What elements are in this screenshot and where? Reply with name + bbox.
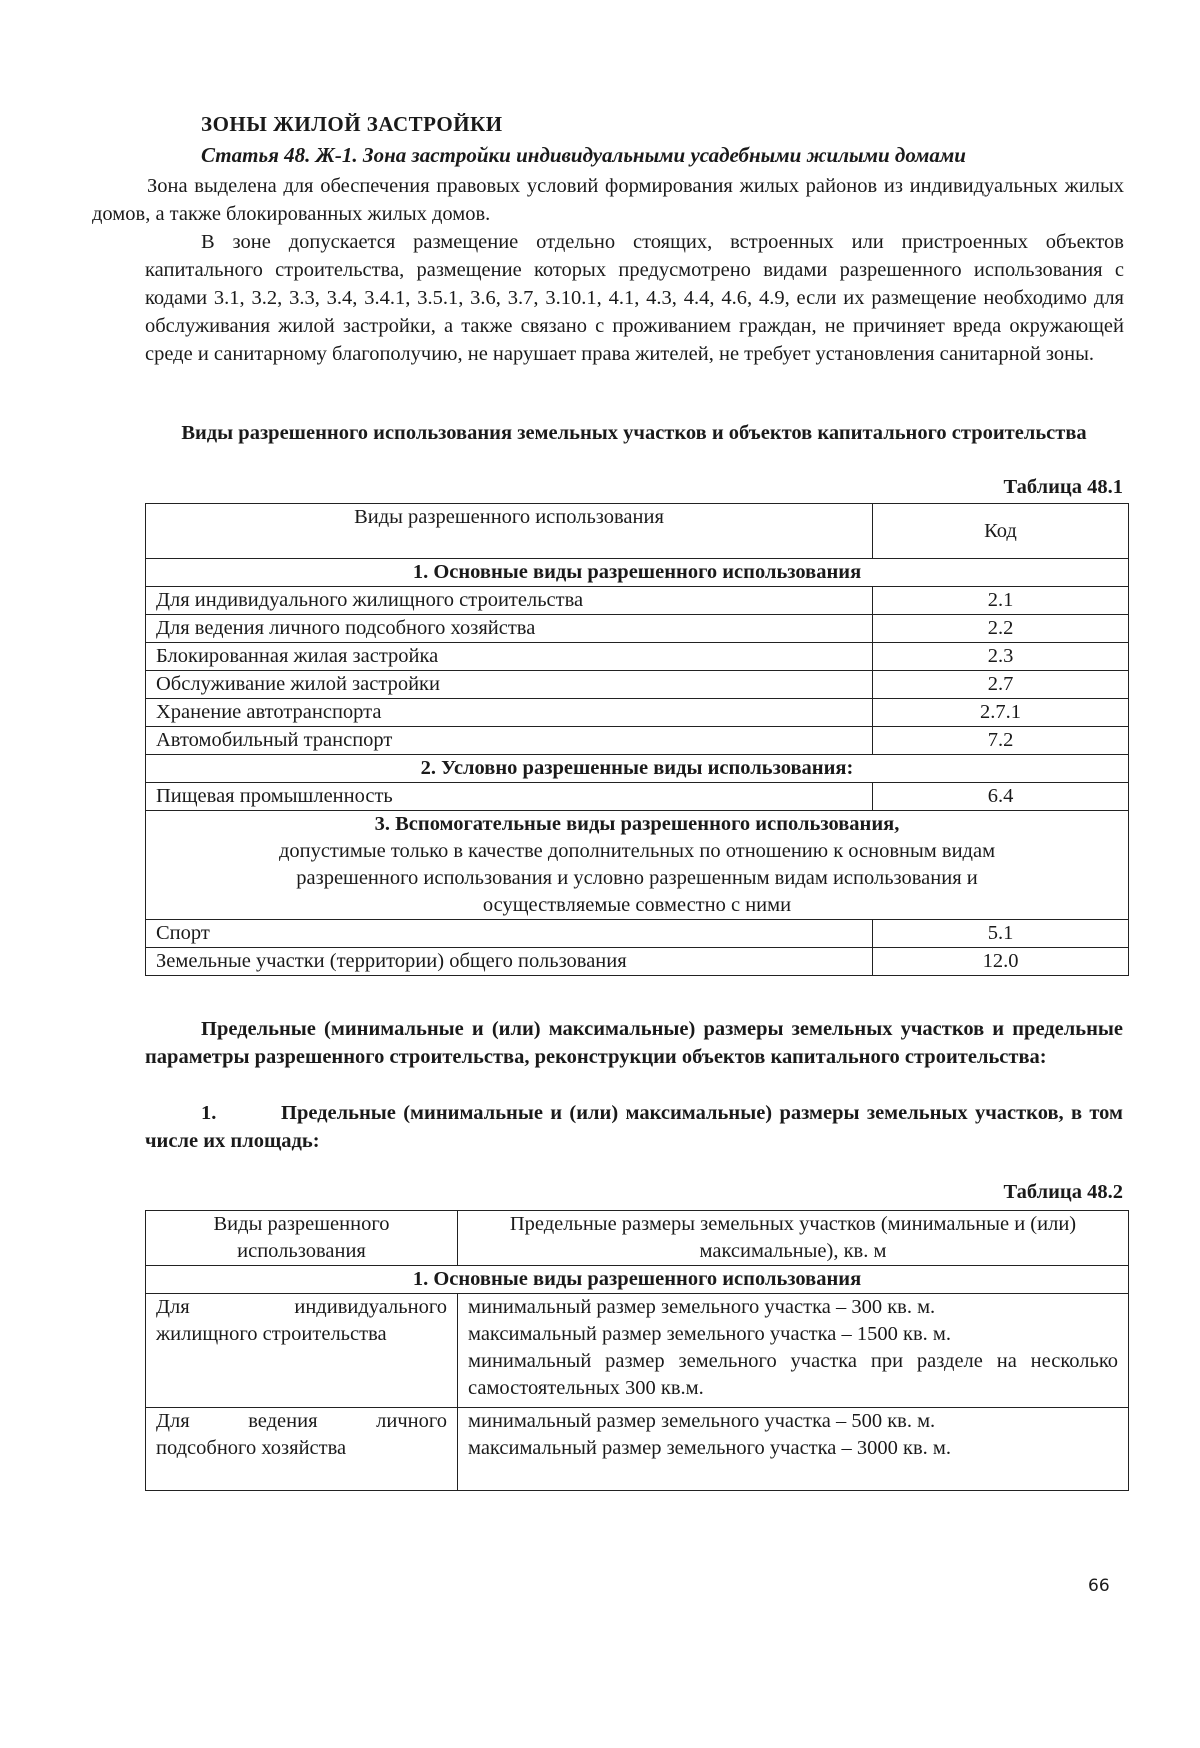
use-name: Для индивидуального жилищного строительства [146,587,873,615]
limit-line: максимальный размер земельного участка – 3000 кв. м. [468,1437,952,1459]
use-name: Обслуживание жилой застройки [146,671,873,699]
section-conditional-uses: 2. Условно разрешенные виды использования: [146,755,1129,783]
column-header-limits: Предельные размеры земельных участков (минимальные и (или) максимальные), кв. м [458,1211,1129,1266]
limit-line: минимальный размер земельного участка – 500 кв. м. [468,1410,936,1432]
table-row [146,699,1129,727]
table1-number: Таблица 48.1 [1003,476,1123,498]
use-code: 2.2 [873,615,1129,643]
table1-heading: Виды разрешенного использования земельных участков и объектов капитального строительства [181,422,1087,444]
use-name: Пищевая промышленность [146,783,873,811]
section-row [146,1266,1129,1294]
section-row [146,755,1129,783]
limits-item-1 [145,1099,1123,1155]
use-name: Блокированная жилая застройка [146,643,873,671]
intro-paragraph-2: В зоне допускается размещение отдельно стоящих, встроенных или пристроенных объектов капитального строительства, размещение которых предусмотрено видами разрешенного использования с кодами 3.1, 3.2, 3.3, 3.4, 3.4.1, 3.5.1, 3.6, 3.7, 3.10.1, 4.1, 4.3, 4.4, 4.6, 4.9, если их размещение необходимо для обслуживания жилой застройки, а также связано с проживанием граждан, не причиняет вреда окружающей среде и санитарному благополучию, не нарушает права жителей, не требует установления санитарной зоны. [145,231,1124,365]
use-name-line-2: жилищного строительства [156,1323,387,1345]
column-header-use: Виды разрешенного использования [146,1211,458,1266]
use-name-line-1: Для индивидуального [156,1296,447,1318]
section-row [146,811,1129,920]
use-code: 5.1 [873,920,1129,948]
limit-line: минимальный размер земельного участка при разделе на несколько самостоятельных 300 кв.м. [468,1350,1118,1399]
article-title: Статья 48. Ж-1. Зона застройки индивидуальными усадебными жилыми домами [201,143,966,167]
section-row [146,559,1129,587]
use-code: 2.7 [873,671,1129,699]
intro-paragraph-1: Зона выделена для обеспечения правовых условий формирования жилых районов из индивидуальных жилых домов, а также блокированных жилых домов. [92,175,1124,225]
section-auxiliary-title: 3. Вспомогательные виды разрешенного использования, [374,813,900,835]
column-header-code: Код [873,504,1129,559]
use-code: 2.1 [873,587,1129,615]
section-auxiliary-note: допустимые только в качестве дополнительных по отношению к основным видам разрешенного использования и условно разрешенным видам использования и осуществляемые совместно с ними [278,840,996,916]
plot-limits [458,1408,1129,1491]
use-name-line-1: Для ведения личного [156,1410,447,1432]
use-name [146,1294,458,1408]
plot-size-table [145,1210,1129,1491]
table-header-row [146,1211,1129,1266]
use-name-line-2: подсобного хозяйства [156,1437,347,1459]
use-code: 6.4 [873,783,1129,811]
table-row [146,920,1129,948]
permitted-use-table [145,503,1129,976]
table-row [146,948,1129,976]
use-code: 12.0 [873,948,1129,976]
use-code: 2.3 [873,643,1129,671]
table-header-row [146,504,1129,559]
table-row [146,587,1129,615]
use-name: Автомобильный транспорт [146,727,873,755]
table2-number: Таблица 48.2 [1003,1181,1123,1203]
plot-limits [458,1294,1129,1408]
use-name [146,1408,458,1491]
zone-title: ЗОНЫ ЖИЛОЙ ЗАСТРОЙКИ [201,112,503,136]
use-name: Хранение автотранспорта [146,699,873,727]
table-row [146,1294,1129,1408]
use-name: Для ведения личного подсобного хозяйства [146,615,873,643]
limit-line: минимальный размер земельного участка – 300 кв. м. [468,1296,936,1318]
use-code: 2.7.1 [873,699,1129,727]
table-row [146,727,1129,755]
table-row [146,783,1129,811]
use-name: Спорт [146,920,873,948]
table-row [146,1408,1129,1491]
page-number: 66 [1088,1576,1110,1596]
table-row [146,671,1129,699]
use-name: Земельные участки (территории) общего пользования [146,948,873,976]
section-main-uses: 1. Основные виды разрешенного использования [146,559,1129,587]
limits-item-number: 1. [201,1102,217,1124]
table-row [146,615,1129,643]
limits-item-text: Предельные (минимальные и (или) максимальные) размеры земельных участков, в том числе их площадь: [145,1102,1123,1152]
limits-heading: Предельные (минимальные и (или) максимальные) размеры земельных участков и предельные параметры разрешенного строительства, реконструкции объектов капитального строительства: [145,1018,1123,1068]
column-header-use: Виды разрешенного использования [146,504,873,559]
table-row [146,643,1129,671]
section-auxiliary-uses [146,811,1129,920]
limit-line: максимальный размер земельного участка – 1500 кв. м. [468,1323,952,1345]
section-main-uses: 1. Основные виды разрешенного использования [146,1266,1129,1294]
use-code: 7.2 [873,727,1129,755]
